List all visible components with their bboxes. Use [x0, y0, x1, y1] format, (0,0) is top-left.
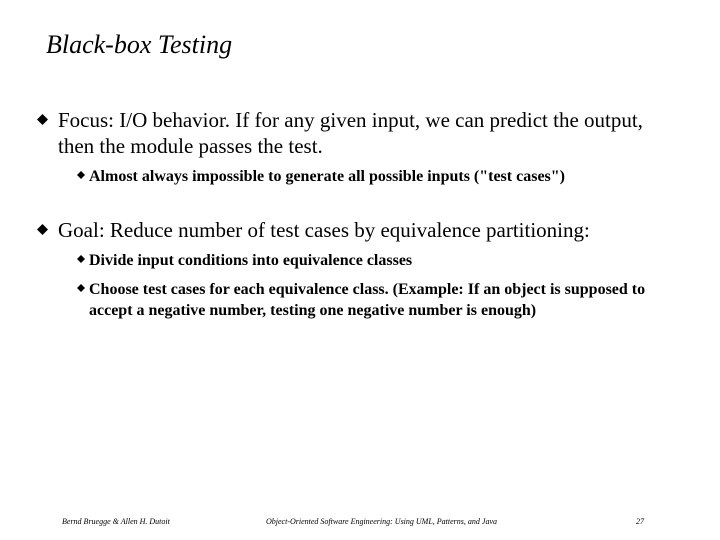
diamond-bullet-icon [37, 114, 48, 125]
bullet-focus-text: Focus: I/O behavior. If for any given input, we can predict the output, then the module passes the test. [58, 108, 643, 158]
bullet-goal [24, 217, 684, 243]
subbullet-choose-test-cases [70, 279, 680, 321]
subbullet-divide-input-text: Divide input conditions into equivalence classes [89, 252, 413, 269]
bullet-focus [24, 107, 684, 159]
small-diamond-bullet-icon [77, 255, 85, 263]
small-diamond-bullet-icon [77, 284, 85, 292]
bullet-goal-text: Goal: Reduce number of test cases by equivalence partitioning: [58, 218, 590, 242]
subbullet-almost-impossible [70, 166, 680, 187]
footer-book-title: Object-Oriented Software Engineering: Using UML, Patterns, and Java [266, 517, 497, 526]
footer-authors: Bernd Bruegge & Allen H. Dutoit [62, 517, 170, 526]
subbullet-almost-impossible-text: Almost always impossible to generate all possible inputs ("test cases") [89, 168, 565, 185]
footer-page-number: 27 [636, 517, 644, 526]
diamond-bullet-icon [37, 224, 48, 235]
slide-title: Black-box Testing [46, 30, 233, 59]
subbullet-divide-input [70, 250, 680, 271]
small-diamond-bullet-icon [77, 171, 85, 179]
subbullet-choose-test-cases-text: Choose test cases for each equivalence class. (Example: If an object is supposed to accept a negative number, testing one negative number is enough) [89, 281, 646, 319]
